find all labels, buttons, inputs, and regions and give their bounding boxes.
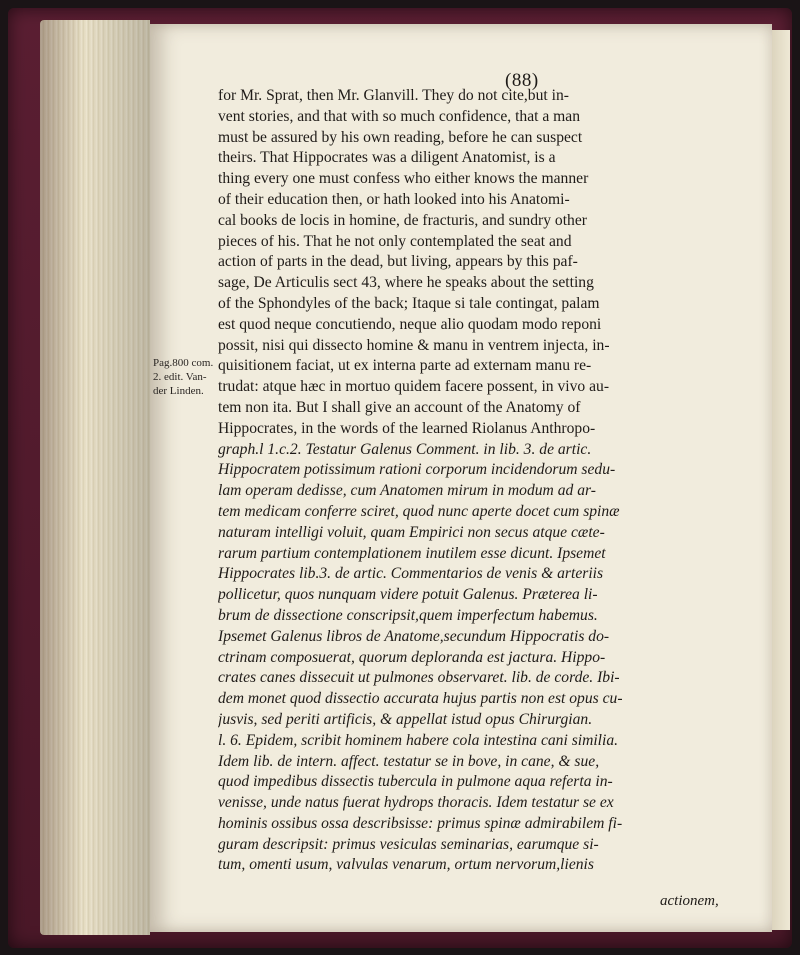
text-line: tem non ita. But I shall give an account of the Anatomy of	[218, 398, 581, 416]
text-line: Hippocrates, in the words of the learned Riolanus Anthropo-	[218, 419, 596, 437]
text-line: trudat: atque hæc in mortuo quidem facere possent, in vivo au-	[218, 378, 610, 396]
text-line: quisitionem faciat, ut ex interna parte ad externam manu re-	[218, 357, 592, 375]
text-line: cal books de locis in homine, de fracturis, and sundry other	[218, 211, 587, 229]
text-line: tum, omenti usum, valvulas venarum, ortum nervorum,lienis	[218, 856, 594, 874]
text-line: lam operam dedisse, cum Anatomen mirum in modum ad ar-	[218, 482, 596, 500]
text-line: tem medicam conferre sciret, quod nunc aperte docet cum spinæ	[218, 502, 620, 520]
text-line: pollicetur, quos nunquam videre potuit Galenus. Præterea li-	[218, 586, 598, 604]
text-line: vent stories, and that with so much confidence, that a man	[218, 107, 581, 125]
body-text	[218, 86, 752, 876]
text-line: of their education then, or hath looked into his Anatomi-	[218, 190, 570, 208]
margin-note-line: 2. edit. Van-	[153, 371, 207, 383]
text-line: pieces of his. That he not only contemplated the seat and	[218, 232, 572, 250]
margin-note-line: der Linden.	[153, 385, 204, 397]
text-line: must be assured by his own reading, before he can suspect	[218, 128, 583, 146]
text-line: graph.l 1.c.2. Testatur Galenus Comment. in lib. 3. de artic.	[218, 440, 592, 458]
text-line: Hippocratem potissimum rationi corporum incidendorum sedu-	[218, 461, 616, 479]
text-line: venisse, unde natus fuerat hydrops thoracis. Idem testatur se ex	[218, 794, 614, 812]
text-line: guram descripsit: primus vesiculas seminarias, earumque si-	[218, 835, 599, 853]
catchword: actionem,	[660, 893, 719, 909]
margin-note-line: Pag.800 com.	[153, 357, 214, 369]
text-line: Idem lib. de intern. affect. testatur se in bove, in cane, & sue,	[218, 752, 600, 770]
text-line: of the Sphondyles of the back; Itaque si tale contingat, palam	[218, 294, 600, 312]
text-line: est quod neque concutiendo, neque alio quodam modo reponi	[218, 315, 602, 333]
text-line: Ipsemet Galenus libros de Anatome,secundum Hippocratis do-	[218, 627, 610, 645]
text-line: naturam intelligi voluit, quam Empirici non secus atque cæte-	[218, 523, 605, 541]
text-line: jusvis, sed periti artificis, & appellat istud opus Chirurgian.	[218, 710, 593, 728]
text-line: theirs. That Hippocrates was a diligent Anatomist, is a	[218, 149, 556, 167]
text-line: action of parts in the dead, but living, appears by this paf-	[218, 253, 578, 271]
text-line: l. 6. Epidem, scribit hominem habere cola intestina cani similia.	[218, 731, 619, 749]
text-line: quod impedibus dissectis tubercula in pulmone aqua referta in-	[218, 773, 613, 791]
text-line: Hippocrates lib.3. de artic. Commentarios de venis & arteriis	[218, 565, 604, 583]
text-line: dem monet quod dissectio accurata hujus partis non est opus cu-	[218, 690, 623, 708]
text-line: rarum partium contemplationem inutilem esse dicunt. Ipsemet	[218, 544, 606, 562]
text-line: thing every one must confess who either knows the manner	[218, 170, 589, 188]
text-line: ctrinam composuerat, quorum deploranda est jactura. Hippo-	[218, 648, 606, 666]
text-line: possit, nisi qui dissecto homine & manu in ventrem injecta, in-	[218, 336, 610, 354]
text-line: sage, De Articulis sect 43, where he speaks about the setting	[218, 274, 594, 292]
text-line: crates canes dissecuit ut pulmones observaret. lib. de corde. Ibi-	[218, 669, 620, 687]
text-line: hominis ossibus ossa describsisse: primus spinæ admirabilem fi-	[218, 814, 623, 832]
text-line: for Mr. Sprat, then Mr. Glanvill. They do not cite,but in-	[218, 87, 569, 104]
text-line: brum de dissectione conscripsit,quem imperfectum habemus.	[218, 606, 598, 624]
page-number: (88)	[505, 70, 539, 91]
page-edges-shade	[40, 20, 150, 935]
margin-note	[153, 356, 213, 398]
